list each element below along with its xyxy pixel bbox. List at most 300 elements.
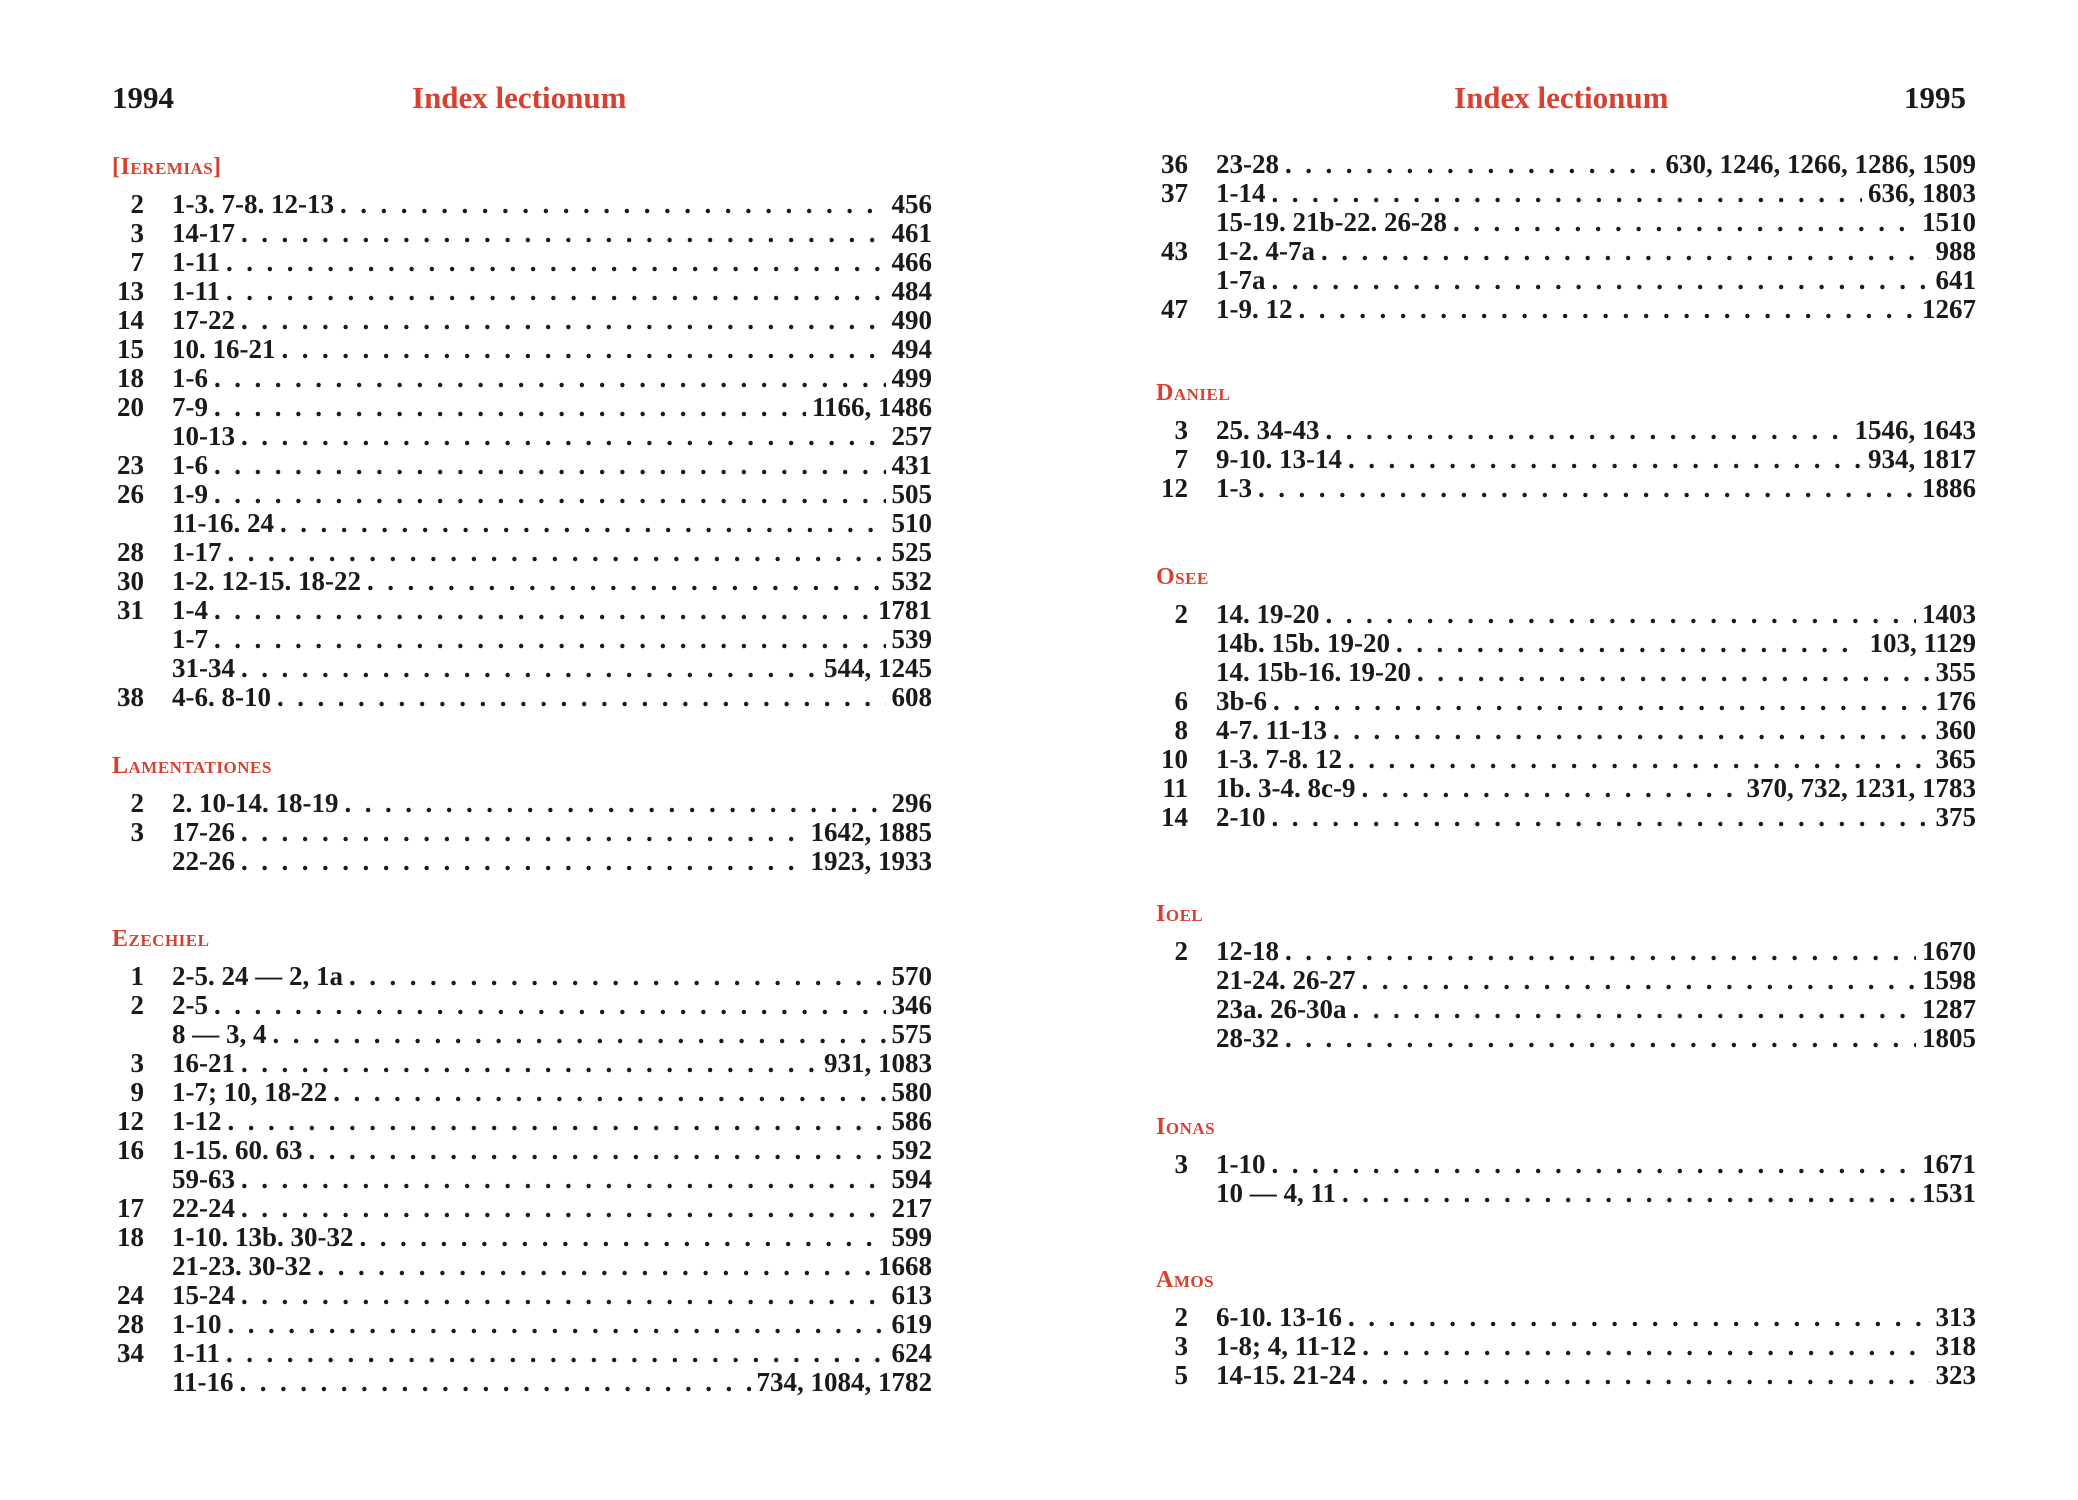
index-entry <box>112 335 932 364</box>
index-entry <box>112 567 932 596</box>
dot-leader <box>214 596 872 625</box>
chapter-number: 16 <box>117 1135 144 1165</box>
dot-leader <box>309 1136 886 1165</box>
chapter-number: 5 <box>1174 1360 1188 1390</box>
dot-leader <box>1258 474 1916 503</box>
verse-reference: 1-3. 7-8. 12-13 <box>172 189 334 219</box>
book-title: Amos <box>1156 1267 1215 1293</box>
dot-leader <box>214 393 806 422</box>
index-entry <box>1156 716 1976 745</box>
page-reference: 1886 <box>1922 473 1976 503</box>
chapter-number: 2 <box>130 990 144 1020</box>
index-entry <box>112 683 932 712</box>
book-section <box>1156 897 1976 1053</box>
page-reference: 360 <box>1935 715 1976 745</box>
verse-reference: 22-26 <box>172 846 235 876</box>
index-entry <box>112 818 932 847</box>
page-reference: 257 <box>891 421 932 451</box>
page-reference: 490 <box>891 305 932 335</box>
dot-leader <box>340 190 886 219</box>
page-reference: 599 <box>891 1222 932 1252</box>
index-entry <box>112 1078 932 1107</box>
verse-reference: 23a. 26-30a <box>1216 994 1347 1024</box>
chapter-number: 2 <box>1174 936 1188 966</box>
index-entry <box>112 1165 932 1194</box>
chapter-number: 37 <box>1161 178 1188 208</box>
verse-reference: 16-21 <box>172 1048 235 1078</box>
running-title: Index lectionum <box>412 80 627 115</box>
index-entry <box>112 1339 932 1368</box>
book-section <box>112 922 932 1397</box>
running-title: Index lectionum <box>1454 80 1669 115</box>
chapter-number: 3 <box>130 1048 144 1078</box>
verse-reference: 23-28 <box>1216 149 1279 179</box>
dot-leader <box>1333 716 1930 745</box>
dot-leader <box>344 789 885 818</box>
book-title: Lamentationes <box>112 753 272 779</box>
verse-reference: 1-9. 12 <box>1216 294 1293 324</box>
verse-reference: 1-4 <box>172 595 208 625</box>
verse-reference: 1-7 <box>172 624 208 654</box>
chapter-number: 2 <box>130 189 144 219</box>
index-entry <box>112 1281 932 1310</box>
page-reference: 532 <box>891 566 932 596</box>
chapter-number: 47 <box>1161 294 1188 324</box>
verse-reference: 1-11 <box>172 276 221 306</box>
chapter-number: 26 <box>117 479 144 509</box>
verse-reference: 1b. 3-4. 8c-9 <box>1216 773 1356 803</box>
verse-reference: 1-14 <box>1216 178 1266 208</box>
verse-reference: 1-3. 7-8. 12 <box>1216 744 1342 774</box>
book-title: [Ieremias] <box>112 154 222 180</box>
page-reference: 619 <box>891 1309 932 1339</box>
verse-reference: 1-11 <box>172 1338 221 1368</box>
page-reference: 1287 <box>1922 994 1976 1024</box>
verse-reference: 17-26 <box>172 817 235 847</box>
verse-reference: 1-3 <box>1216 473 1252 503</box>
page-reference: 103, 1129 <box>1869 628 1976 658</box>
page-reference: 539 <box>891 624 932 654</box>
verse-reference: 22-24 <box>172 1193 235 1223</box>
verse-reference: 1-9 <box>172 479 208 509</box>
index-entry <box>1156 745 1976 774</box>
chapter-number: 14 <box>117 305 144 335</box>
verse-reference: 1-10 <box>172 1309 222 1339</box>
index-entry <box>112 1310 932 1339</box>
page-reference: 525 <box>891 537 932 567</box>
page-reference: 499 <box>891 363 932 393</box>
page-reference: 608 <box>891 682 932 712</box>
book-section <box>112 749 932 876</box>
chapter-number: 11 <box>1162 773 1188 803</box>
verse-reference: 1-6 <box>172 363 208 393</box>
index-entry <box>1156 1179 1976 1208</box>
dot-leader <box>1348 745 1930 774</box>
verse-reference: 1-2. 4-7a <box>1216 236 1315 266</box>
page-reference: 1510 <box>1922 207 1976 237</box>
page-reference: 586 <box>891 1106 932 1136</box>
dot-leader <box>273 1020 886 1049</box>
dot-leader <box>1342 1179 1916 1208</box>
chapter-number: 3 <box>1174 1331 1188 1361</box>
dot-leader <box>1361 1361 1929 1390</box>
page-reference: 365 <box>1935 744 1976 774</box>
dot-leader <box>240 1368 751 1397</box>
page-reference: 456 <box>891 189 932 219</box>
chapter-number: 14 <box>1161 802 1188 832</box>
dot-leader <box>228 538 886 567</box>
dot-leader <box>367 567 886 596</box>
page-reference: 375 <box>1935 802 1976 832</box>
dot-leader <box>1321 237 1930 266</box>
verse-reference: 8 — 3, 4 <box>172 1019 267 1049</box>
index-entry <box>112 1194 932 1223</box>
index-entry <box>112 1020 932 1049</box>
verse-reference: 15-19. 21b-22. 26-28 <box>1216 207 1447 237</box>
page-reference: 1642, 1885 <box>810 817 932 847</box>
verse-reference: 9-10. 13-14 <box>1216 444 1342 474</box>
verse-reference: 4-6. 8-10 <box>172 682 271 712</box>
dot-leader <box>241 847 805 876</box>
verse-reference: 28-32 <box>1216 1023 1279 1053</box>
book-title: Daniel <box>1156 380 1231 406</box>
chapter-number: 2 <box>130 788 144 818</box>
index-entry <box>112 480 932 509</box>
chapter-number: 2 <box>1174 599 1188 629</box>
verse-reference: 10. 16-21 <box>172 334 276 364</box>
verse-reference: 12-18 <box>1216 936 1279 966</box>
book-title: Osee <box>1156 564 1209 590</box>
index-entry <box>112 596 932 625</box>
index-entry <box>1156 687 1976 716</box>
dot-leader <box>1326 600 1917 629</box>
dot-leader <box>241 1194 886 1223</box>
page-reference: 484 <box>891 276 932 306</box>
chapter-number: 6 <box>1174 686 1188 716</box>
book-title: Ezechiel <box>112 926 210 952</box>
page-reference: 494 <box>891 334 932 364</box>
chapter-number: 38 <box>117 682 144 712</box>
dot-leader <box>1272 1150 1917 1179</box>
index-entry <box>1156 600 1976 629</box>
index-entry <box>1156 803 1976 832</box>
dot-leader <box>214 451 886 480</box>
index-entry <box>1156 445 1976 474</box>
verse-reference: 14. 19-20 <box>1216 599 1320 629</box>
dot-leader <box>226 1339 885 1368</box>
dot-leader <box>1272 179 1863 208</box>
index-entry <box>1156 937 1976 966</box>
index-entry <box>112 1107 932 1136</box>
index-entry <box>112 393 932 422</box>
index-entry <box>112 277 932 306</box>
verse-reference: 1-7a <box>1216 265 1266 295</box>
verse-reference: 10-13 <box>172 421 235 451</box>
verse-reference: 2. 10-14. 18-19 <box>172 788 339 818</box>
book-section <box>1156 560 1976 832</box>
index-entry <box>1156 995 1976 1024</box>
chapter-number: 36 <box>1161 149 1188 179</box>
dot-leader <box>241 1049 818 1078</box>
verse-reference: 6-10. 13-16 <box>1216 1302 1342 1332</box>
dot-leader <box>214 991 886 1020</box>
page-reference: 313 <box>1935 1302 1976 1332</box>
chapter-number: 17 <box>117 1193 144 1223</box>
chapter-number: 20 <box>117 392 144 422</box>
page-reference: 323 <box>1935 1360 1976 1390</box>
page-reference: 1668 <box>878 1251 932 1281</box>
dot-leader <box>241 818 805 847</box>
index-entry <box>112 509 932 538</box>
verse-reference: 14. 15b-16. 19-20 <box>1216 657 1411 687</box>
page-reference: 592 <box>891 1135 932 1165</box>
dot-leader <box>1285 150 1660 179</box>
dot-leader <box>228 1107 886 1136</box>
chapter-number: 23 <box>117 450 144 480</box>
index-entry <box>1156 150 1976 179</box>
dot-leader <box>333 1078 885 1107</box>
dot-leader <box>226 248 885 277</box>
chapter-number: 3 <box>1174 415 1188 445</box>
verse-reference: 2-10 <box>1216 802 1266 832</box>
index-entry <box>112 1136 932 1165</box>
dot-leader <box>280 509 885 538</box>
index-entry <box>112 1049 932 1078</box>
dot-leader <box>1299 295 1917 324</box>
dot-leader <box>1348 445 1862 474</box>
page-reference: 734, 1084, 1782 <box>756 1367 932 1397</box>
index-entry <box>1156 237 1976 266</box>
page-reference: 461 <box>891 218 932 248</box>
chapter-number: 8 <box>1174 715 1188 745</box>
chapter-number: 3 <box>130 218 144 248</box>
index-entry <box>1156 416 1976 445</box>
page-reference: 570 <box>891 961 932 991</box>
book-section <box>112 150 932 712</box>
verse-reference: 21-24. 26-27 <box>1216 965 1356 995</box>
verse-reference: 1-6 <box>172 450 208 480</box>
dot-leader <box>1285 1024 1916 1053</box>
verse-reference: 14-15. 21-24 <box>1216 1360 1356 1390</box>
book-section <box>1156 1110 1976 1208</box>
verse-reference: 3b-6 <box>1216 686 1268 716</box>
chapter-number: 7 <box>130 247 144 277</box>
index-entry <box>112 1223 932 1252</box>
chapter-number: 24 <box>117 1280 144 1310</box>
page-reference: 217 <box>891 1193 932 1223</box>
verse-reference: 11-16 <box>172 1367 234 1397</box>
index-entry <box>1156 1024 1976 1053</box>
chapter-number: 12 <box>1161 473 1188 503</box>
index-entry <box>1156 629 1976 658</box>
dot-leader <box>1273 687 1929 716</box>
chapter-number: 18 <box>117 1222 144 1252</box>
verse-reference: 21-23. 30-32 <box>172 1251 312 1281</box>
index-entry <box>112 248 932 277</box>
page-reference: 1598 <box>1922 965 1976 995</box>
page-reference: 466 <box>891 247 932 277</box>
verse-reference: 59-63 <box>172 1164 235 1194</box>
index-entry <box>1156 295 1976 324</box>
dot-leader <box>241 219 886 248</box>
dot-leader <box>277 683 886 712</box>
index-entry <box>1156 1303 1976 1332</box>
index-entry <box>1156 1150 1976 1179</box>
chapter-number: 3 <box>130 817 144 847</box>
verse-reference: 11-16. 24 <box>172 508 275 538</box>
page-reference: 1531 <box>1922 1178 1976 1208</box>
page-reference: 594 <box>891 1164 932 1194</box>
index-entry <box>112 306 932 335</box>
dot-leader <box>1353 995 1917 1024</box>
page-reference: 1670 <box>1922 936 1976 966</box>
dot-leader <box>282 335 886 364</box>
verse-reference: 1-15. 60. 63 <box>172 1135 303 1165</box>
index-entry <box>112 1252 932 1281</box>
verse-reference: 1-7; 10, 18-22 <box>172 1077 328 1107</box>
index-entry <box>112 538 932 567</box>
chapter-number: 15 <box>117 334 144 364</box>
chapter-number: 10 <box>1161 744 1188 774</box>
page-reference: 641 <box>1935 265 1976 295</box>
index-entry <box>112 451 932 480</box>
page-reference: 1546, 1643 <box>1854 415 1976 445</box>
dot-leader <box>360 1223 886 1252</box>
chapter-number: 31 <box>117 595 144 625</box>
verse-reference: 4-7. 11-13 <box>1216 715 1327 745</box>
verse-reference: 2-5. 24 — 2, 1a <box>172 961 343 991</box>
index-entry <box>112 654 932 683</box>
page-reference: 355 <box>1935 657 1976 687</box>
page-reference: 934, 1817 <box>1868 444 1976 474</box>
dot-leader <box>228 1310 886 1339</box>
verse-reference: 2-5 <box>172 990 208 1020</box>
dot-leader <box>317 1252 872 1281</box>
index-entry <box>1156 966 1976 995</box>
page-reference: 1923, 1933 <box>810 846 932 876</box>
dot-leader <box>1361 774 1740 803</box>
index-entry <box>1156 774 1976 803</box>
verse-reference: 14-17 <box>172 218 235 248</box>
page-reference: 1781 <box>878 595 932 625</box>
verse-reference: 1-8; 4, 11-12 <box>1216 1331 1357 1361</box>
page-reference: 510 <box>891 508 932 538</box>
verse-reference: 14b. 15b. 19-20 <box>1216 628 1391 658</box>
page-reference: 931, 1083 <box>824 1048 932 1078</box>
dot-leader <box>241 1165 886 1194</box>
index-entry <box>112 219 932 248</box>
chapter-number: 28 <box>117 537 144 567</box>
dot-leader <box>214 625 886 654</box>
dot-leader <box>1417 658 1930 687</box>
dot-leader <box>214 364 886 393</box>
page-reference: 613 <box>891 1280 932 1310</box>
verse-reference: 1-10 <box>1216 1149 1266 1179</box>
page-reference: 1403 <box>1922 599 1976 629</box>
verse-reference: 1-2. 12-15. 18-22 <box>172 566 361 596</box>
page-reference: 1805 <box>1922 1023 1976 1053</box>
dot-leader <box>1272 803 1930 832</box>
page-reference: 630, 1246, 1266, 1286, 1509 <box>1665 149 1976 179</box>
dot-leader <box>214 480 886 509</box>
verse-reference: 1-17 <box>172 537 222 567</box>
page-reference: 1166, 1486 <box>811 392 932 422</box>
left-page-header <box>112 80 932 120</box>
page-reference: 176 <box>1935 686 1976 716</box>
page-reference: 624 <box>891 1338 932 1368</box>
page-reference: 988 <box>1935 236 1976 266</box>
index-entry <box>1156 658 1976 687</box>
page-reference: 1267 <box>1922 294 1976 324</box>
page-reference: 505 <box>891 479 932 509</box>
index-entry <box>1156 474 1976 503</box>
index-entry <box>1156 208 1976 237</box>
dot-leader <box>1272 266 1930 295</box>
page-reference: 575 <box>891 1019 932 1049</box>
book-title: Ioel <box>1156 901 1204 927</box>
verse-reference: 25. 34-43 <box>1216 415 1320 445</box>
dot-leader <box>1362 1332 1929 1361</box>
chapter-number: 18 <box>117 363 144 393</box>
page-reference: 636, 1803 <box>1868 178 1976 208</box>
right-page-header <box>1156 80 1976 120</box>
dot-leader <box>241 654 818 683</box>
page-reference: 580 <box>891 1077 932 1107</box>
index-entry <box>1156 179 1976 208</box>
book-section <box>1156 376 1976 503</box>
index-entry <box>112 962 932 991</box>
page-reference: 346 <box>891 990 932 1020</box>
chapter-number: 2 <box>1174 1302 1188 1332</box>
index-entry <box>112 364 932 393</box>
chapter-number: 28 <box>117 1309 144 1339</box>
dot-leader <box>349 962 886 991</box>
page-number: 1995 <box>1904 80 1966 115</box>
dot-leader <box>241 306 886 335</box>
index-entry <box>1156 1332 1976 1361</box>
dot-leader <box>1326 416 1849 445</box>
chapter-number: 9 <box>130 1077 144 1107</box>
page-reference: 431 <box>891 450 932 480</box>
index-entry <box>112 991 932 1020</box>
chapter-number: 3 <box>1174 1149 1188 1179</box>
index-entry <box>112 789 932 818</box>
chapter-number: 13 <box>117 276 144 306</box>
dot-leader <box>1348 1303 1930 1332</box>
dot-leader <box>241 1281 886 1310</box>
index-entry <box>1156 266 1976 295</box>
page-reference: 296 <box>891 788 932 818</box>
verse-reference: 10 — 4, 11 <box>1216 1178 1337 1208</box>
dot-leader <box>1396 629 1863 658</box>
page-reference: 370, 732, 1231, 1783 <box>1746 773 1976 803</box>
index-entry <box>112 1368 932 1397</box>
page-reference: 544, 1245 <box>824 653 932 683</box>
book-section <box>1156 1263 1976 1390</box>
index-entry <box>112 422 932 451</box>
verse-reference: 15-24 <box>172 1280 235 1310</box>
index-entry <box>112 625 932 654</box>
dot-leader <box>241 422 886 451</box>
verse-reference: 7-9 <box>172 392 208 422</box>
page-number: 1994 <box>112 80 174 115</box>
verse-reference: 1-11 <box>172 247 221 277</box>
index-entry <box>1156 1361 1976 1390</box>
page-reference: 1671 <box>1922 1149 1976 1179</box>
chapter-number: 34 <box>117 1338 144 1368</box>
dot-leader <box>1285 937 1916 966</box>
chapter-number: 1 <box>130 961 144 991</box>
